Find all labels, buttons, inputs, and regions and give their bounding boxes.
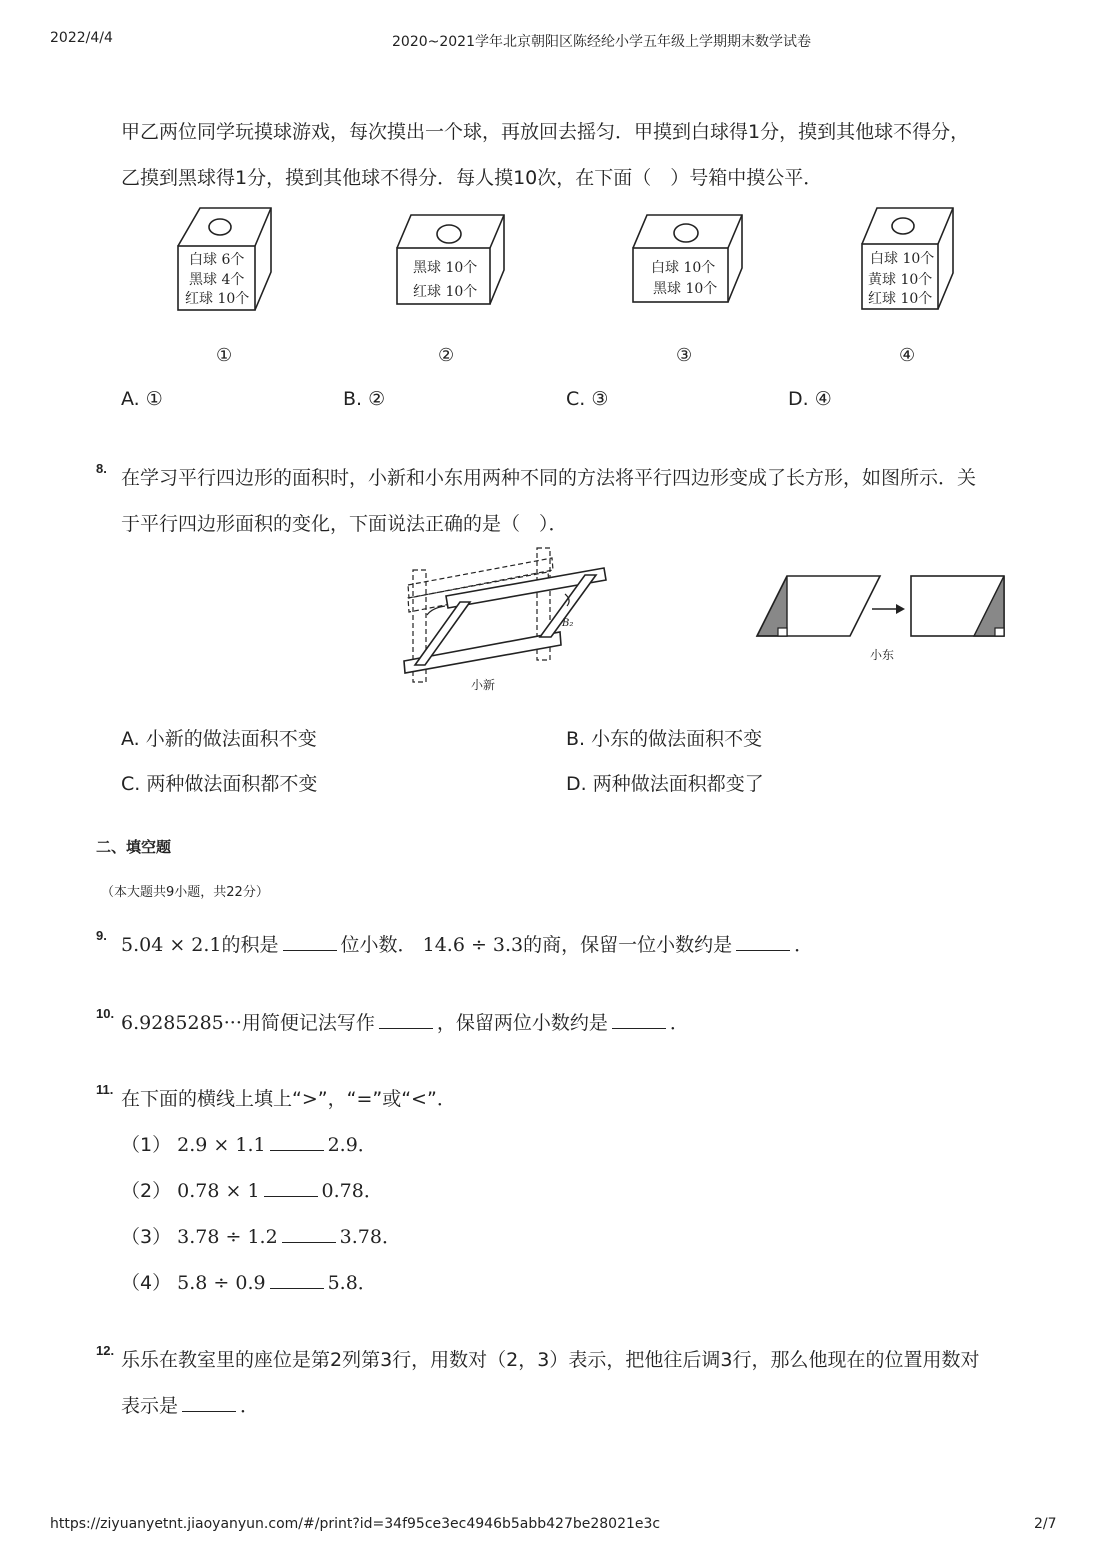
q12-text-line2 [121, 1391, 259, 1418]
q10-t1: 用简便记法写作 [241, 1012, 375, 1034]
box2-line2: 红球 10个 [413, 284, 478, 300]
q9-blank-1[interactable] [283, 932, 337, 951]
q11-item-4 [121, 1268, 377, 1295]
q7-option-b[interactable]: B. ② [343, 388, 386, 410]
box3-mark: ③ [676, 345, 693, 366]
q11-blank-2[interactable] [264, 1178, 318, 1197]
box1-mark: ① [216, 345, 233, 366]
q8-option-b[interactable]: B. 小东的做法面积不变 [566, 728, 763, 750]
xiaoxin-label: 小新 [471, 678, 496, 692]
q11-item-left: 3.78 ÷ 1.2 [177, 1226, 278, 1248]
q9-end: ． [794, 934, 814, 956]
q8-option-a[interactable]: A. 小新的做法面积不变 [121, 728, 317, 750]
q12-number: 12. [96, 1343, 115, 1358]
q11-item-right: 0.78． [321, 1180, 383, 1202]
q10-end: ． [669, 1012, 689, 1034]
q11-item-3 [121, 1222, 401, 1249]
q11-item-right: 2.9． [327, 1134, 377, 1156]
section-title: 二、填空题 [96, 838, 172, 856]
box4-line2: 黄球 10个 [868, 272, 933, 288]
q12-t1: 表示是 [121, 1395, 179, 1417]
q11-item-1 [121, 1130, 377, 1157]
q8-option-c[interactable]: C. 两种做法面积都不变 [121, 773, 318, 795]
box2-mark: ② [438, 345, 455, 366]
box1-line2: 黑球 4个 [189, 272, 245, 288]
q10-blank-1[interactable] [379, 1010, 433, 1029]
q10-number: 10. [96, 1006, 115, 1021]
box3-line1: 白球 10个 [651, 260, 716, 276]
q7-text-line2: 乙摸到黑球得1分，摸到其他球不得分．每人摸10次，在下面（ ）号箱中摸公平． [121, 167, 823, 189]
q9-text [121, 930, 813, 957]
footer-url[interactable]: https://ziyuanyetnt.jiaoyanyun.com/#/print?id=34f95ce3ec4946b5abb427be28021e3c [50, 1516, 661, 1532]
q11-item-left: 2.9 × 1.1 [177, 1134, 266, 1156]
q11-item-2 [121, 1176, 383, 1203]
q10-t2: ，保留两位小数约是 [436, 1012, 608, 1034]
box1-line1: 白球 6个 [189, 252, 245, 268]
q12-text-line1: 乐乐在教室里的座位是第2列第3行，用数对（2，3）表示，把他往后调3行，那么他现在的位置用数对 [121, 1349, 980, 1371]
q9-t1: 的积是 [221, 934, 279, 956]
section-hint: （本大题共9小题，共22分） [101, 885, 269, 900]
q9-t3: 的商，保留一位小数约是 [523, 934, 733, 956]
q9-number: 9. [96, 928, 107, 943]
q7-option-a[interactable]: A. ① [121, 388, 163, 410]
q9-expr1: 5.04 × 2.1 [121, 934, 222, 956]
q8-option-d[interactable]: D. 两种做法面积都变了 [566, 773, 764, 795]
q9-t2: 位小数． [340, 934, 417, 956]
q11-blank-1[interactable] [270, 1132, 324, 1151]
q10-expr: 6.9285285··· [121, 1012, 242, 1034]
q12-end: ． [240, 1395, 260, 1417]
q11-item-right: 5.8． [327, 1272, 377, 1294]
q8-text-line1: 在学习平行四边形的面积时，小新和小东用两种不同的方法将平行四边形变成了长方形，如图所示．关 [121, 467, 977, 489]
q11-intro: 在下面的横线上填上“>”，“=”或“<”． [121, 1088, 456, 1110]
q7-option-c[interactable]: C. ③ [566, 388, 609, 410]
page-header-title: 2020~2021学年北京朝阳区陈经纶小学五年级上学期期末数学试卷 [392, 34, 811, 50]
q7-text-line1: 甲乙两位同学玩摸球游戏，每次摸出一个球，再放回去摇匀．甲摸到白球得1分，摸到其他球不得分， [121, 121, 970, 143]
q11-item-right: 3.78． [339, 1226, 401, 1248]
q10-blank-2[interactable] [612, 1010, 666, 1029]
xiaoxin-b2-label: B₂ [562, 618, 574, 629]
xiaodong-label: 小东 [870, 648, 895, 662]
q9-expr2: 14.6 ÷ 3.3 [422, 934, 524, 956]
q11-item-label: （3） [121, 1226, 172, 1248]
q11-item-left: 0.78 × 1 [177, 1180, 260, 1202]
q11-item-left: 5.8 ÷ 0.9 [177, 1272, 266, 1294]
parallelogram-figure [0, 540, 1102, 700]
page-number: 2/7 [1034, 1516, 1057, 1532]
box2-line1: 黑球 10个 [413, 260, 478, 276]
box3-line2: 黑球 10个 [653, 281, 718, 297]
q11-blank-4[interactable] [270, 1270, 324, 1289]
box1-line3: 红球 10个 [185, 291, 250, 307]
box4-line1: 白球 10个 [870, 251, 935, 267]
q11-blank-3[interactable] [282, 1224, 336, 1243]
q10-text [121, 1008, 689, 1035]
box4-line3: 红球 10个 [868, 291, 933, 307]
xiaodong-figure [757, 576, 1004, 636]
q9-blank-2[interactable] [736, 932, 790, 951]
q12-blank[interactable] [182, 1393, 236, 1412]
q11-item-label: （1） [121, 1134, 172, 1156]
print-date: 2022/4/4 [50, 30, 113, 46]
xiaoxin-solid-frame [404, 568, 606, 673]
q7-option-d[interactable]: D. ④ [788, 388, 832, 410]
q11-item-label: （4） [121, 1272, 172, 1294]
q8-number: 8. [96, 461, 107, 476]
ball-boxes-figure [0, 0, 1102, 420]
q8-text-line2: 于平行四边形面积的变化，下面说法正确的是（ ）． [121, 513, 568, 535]
box4-mark: ④ [899, 345, 916, 366]
q11-item-label: （2） [121, 1180, 172, 1202]
q11-number: 11. [96, 1082, 114, 1097]
